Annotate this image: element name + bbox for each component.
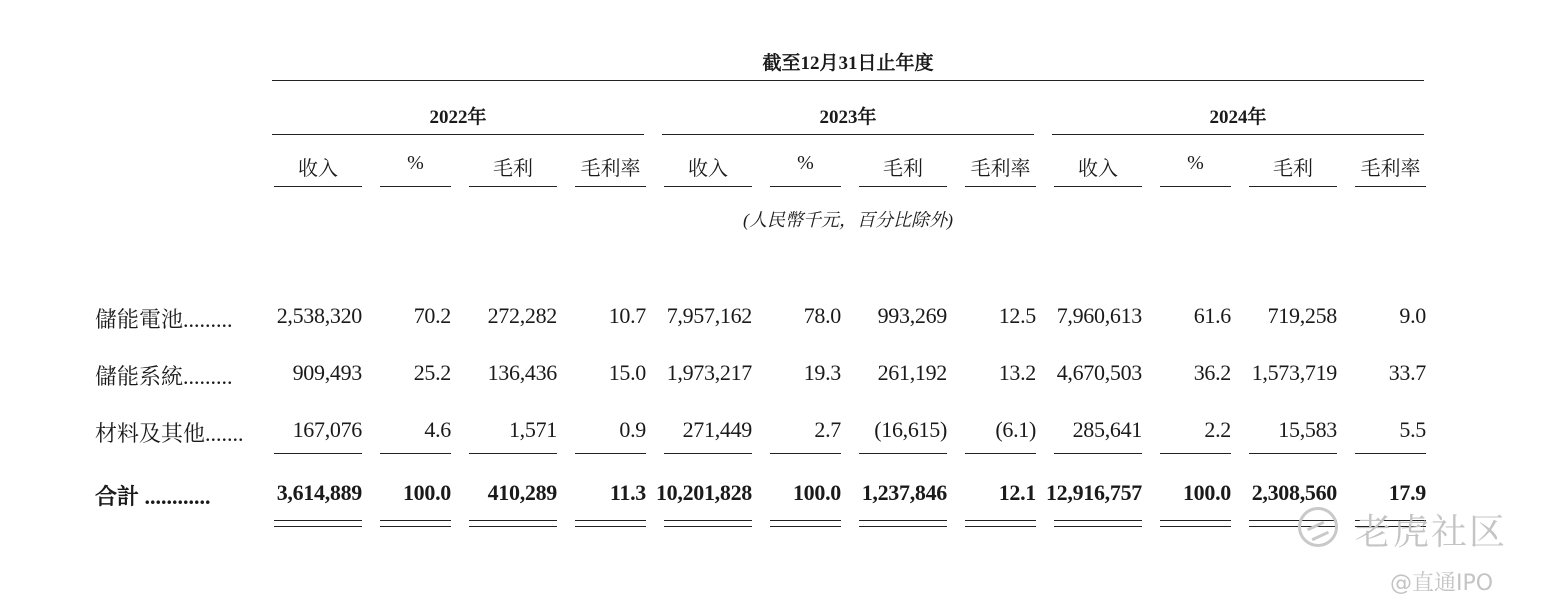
total-cell-gross-margin-2024: 17.9 [1388, 480, 1426, 505]
total-double-rule [380, 520, 451, 521]
total-double-rule [965, 520, 1036, 521]
total-cell-revenue-2023: 10,201,828 [655, 480, 752, 505]
table-cell-gross-profit-2024: 15,583 [1278, 417, 1337, 442]
table-cell-revenue-2024: 285,641 [1072, 417, 1142, 442]
column-header-pct-2024: % [1187, 152, 1204, 174]
total-cell-pct-2024: 100.0 [1182, 480, 1231, 505]
column-header-rule [575, 186, 646, 187]
table-cell-gross-profit-2022: 1,571 [508, 417, 557, 442]
table-cell-revenue-2023: 271,449 [682, 417, 752, 442]
table-cell-gross-margin-2024: 33.7 [1388, 360, 1426, 385]
total-double-rule [664, 520, 752, 521]
column-header-revenue-2024: 收入 [1078, 158, 1118, 180]
column-header-revenue-2023: 收入 [688, 158, 728, 180]
total-label: 合計 ............ [95, 484, 211, 509]
subtotal-rule [664, 453, 752, 454]
total-double-rule [469, 520, 557, 521]
column-header-rule [274, 186, 362, 187]
unit-note: (人民幣千元，百分比除外) [743, 210, 953, 230]
total-cell-gross-profit-2022: 410,289 [487, 480, 557, 505]
table-cell-gross-profit-2024: 719,258 [1267, 303, 1337, 328]
table-cell-gross-profit-2022: 272,282 [487, 303, 557, 328]
subtotal-rule [1160, 453, 1231, 454]
tiger-logo-icon [1298, 507, 1338, 547]
total-cell-gross-profit-2024: 2,308,560 [1251, 480, 1337, 505]
table-cell-revenue-2022: 167,076 [292, 417, 362, 442]
total-double-rule [859, 520, 947, 521]
table-cell-revenue-2023: 7,957,162 [666, 303, 752, 328]
row-label: 儲能電池......... [95, 307, 233, 332]
total-double-rule [1054, 526, 1142, 527]
year-2023-header: 2023年 [819, 107, 877, 128]
table-cell-pct-2022: 70.2 [413, 303, 451, 328]
total-cell-gross-margin-2023: 12.1 [998, 480, 1036, 505]
subtotal-rule [770, 453, 841, 454]
table-cell-pct-2024: 2.2 [1204, 417, 1231, 442]
total-double-rule [380, 526, 451, 527]
total-double-rule [469, 526, 557, 527]
column-header-pct-2023: % [797, 152, 814, 174]
table-cell-gross-margin-2023: 12.5 [998, 303, 1036, 328]
column-header-gross-profit-2024: 毛利 [1273, 158, 1313, 180]
column-header-rule [380, 186, 451, 187]
table-cell-gross-profit-2023: 993,269 [877, 303, 947, 328]
column-header-rule [664, 186, 752, 187]
total-cell-gross-profit-2023: 1,237,846 [861, 480, 947, 505]
table-cell-gross-margin-2024: 9.0 [1399, 303, 1426, 328]
table-cell-gross-margin-2024: 5.5 [1399, 417, 1426, 442]
subtotal-rule [965, 453, 1036, 454]
total-cell-gross-margin-2022: 11.3 [609, 480, 646, 505]
subtotal-rule [575, 453, 646, 454]
table-cell-revenue-2022: 2,538,320 [276, 303, 362, 328]
total-double-rule [1054, 520, 1142, 521]
year-rule [1052, 134, 1424, 135]
year-2022-header: 2022年 [429, 107, 487, 128]
column-header-gross-profit-2022: 毛利 [493, 158, 533, 180]
top-rule [272, 80, 1424, 81]
table-cell-pct-2023: 78.0 [803, 303, 841, 328]
row-label: 材料及其他....... [95, 421, 244, 446]
column-header-revenue-2022: 收入 [298, 158, 338, 180]
table-cell-gross-profit-2022: 136,436 [487, 360, 557, 385]
table-cell-pct-2024: 61.6 [1193, 303, 1231, 328]
subtotal-rule [1355, 453, 1426, 454]
table-cell-revenue-2024: 7,960,613 [1056, 303, 1142, 328]
total-cell-pct-2023: 100.0 [792, 480, 841, 505]
table-cell-gross-profit-2023: 261,192 [877, 360, 947, 385]
table-cell-gross-profit-2023: (16,615) [874, 417, 947, 442]
column-header-pct-2022: % [407, 152, 424, 174]
subtotal-rule [1249, 453, 1337, 454]
total-double-rule [770, 520, 841, 521]
total-double-rule [664, 526, 752, 527]
table-cell-gross-margin-2022: 15.0 [608, 360, 646, 385]
period-title: 截至12月31日止年度 [762, 53, 934, 74]
total-double-rule [575, 520, 646, 521]
table-cell-pct-2024: 36.2 [1193, 360, 1231, 385]
column-header-rule [770, 186, 841, 187]
table-cell-pct-2023: 19.3 [803, 360, 841, 385]
subtotal-rule [859, 453, 947, 454]
column-header-rule [1249, 186, 1337, 187]
watermark-source: @直通IPO [1390, 571, 1494, 596]
column-header-rule [469, 186, 557, 187]
table-cell-gross-margin-2022: 0.9 [619, 417, 646, 442]
total-double-rule [1160, 526, 1231, 527]
table-cell-pct-2022: 25.2 [413, 360, 451, 385]
table-cell-pct-2022: 4.6 [424, 417, 451, 442]
watermark-brand: 老虎社区 [1355, 512, 1508, 553]
column-header-rule [965, 186, 1036, 187]
total-double-rule [770, 526, 841, 527]
table-cell-gross-margin-2022: 10.7 [608, 303, 646, 328]
column-header-gross-margin-2022: 毛利率 [580, 158, 641, 180]
total-double-rule [965, 526, 1036, 527]
total-double-rule [1160, 520, 1231, 521]
column-header-rule [1054, 186, 1142, 187]
year-rule [662, 134, 1034, 135]
subtotal-rule [380, 453, 451, 454]
table-cell-revenue-2022: 909,493 [292, 360, 362, 385]
total-double-rule [274, 526, 362, 527]
subtotal-rule [1054, 453, 1142, 454]
year-2024-header: 2024年 [1209, 107, 1267, 128]
total-double-rule [575, 526, 646, 527]
table-cell-revenue-2023: 1,973,217 [666, 360, 752, 385]
column-header-gross-margin-2024: 毛利率 [1360, 158, 1421, 180]
total-cell-revenue-2022: 3,614,889 [276, 480, 362, 505]
column-header-rule [1355, 186, 1426, 187]
column-header-gross-margin-2023: 毛利率 [970, 158, 1031, 180]
subtotal-rule [274, 453, 362, 454]
table-cell-revenue-2024: 4,670,503 [1056, 360, 1142, 385]
total-double-rule [859, 526, 947, 527]
column-header-gross-profit-2023: 毛利 [883, 158, 923, 180]
table-cell-gross-margin-2023: 13.2 [998, 360, 1036, 385]
subtotal-rule [469, 453, 557, 454]
table-cell-gross-profit-2024: 1,573,719 [1251, 360, 1337, 385]
column-header-rule [859, 186, 947, 187]
total-double-rule [274, 520, 362, 521]
table-cell-gross-margin-2023: (6.1) [995, 417, 1036, 442]
total-cell-pct-2022: 100.0 [402, 480, 451, 505]
row-label: 儲能系統......... [95, 364, 233, 389]
total-cell-revenue-2024: 12,916,757 [1045, 480, 1142, 505]
table-cell-pct-2023: 2.7 [814, 417, 841, 442]
column-header-rule [1160, 186, 1231, 187]
year-rule [272, 134, 644, 135]
